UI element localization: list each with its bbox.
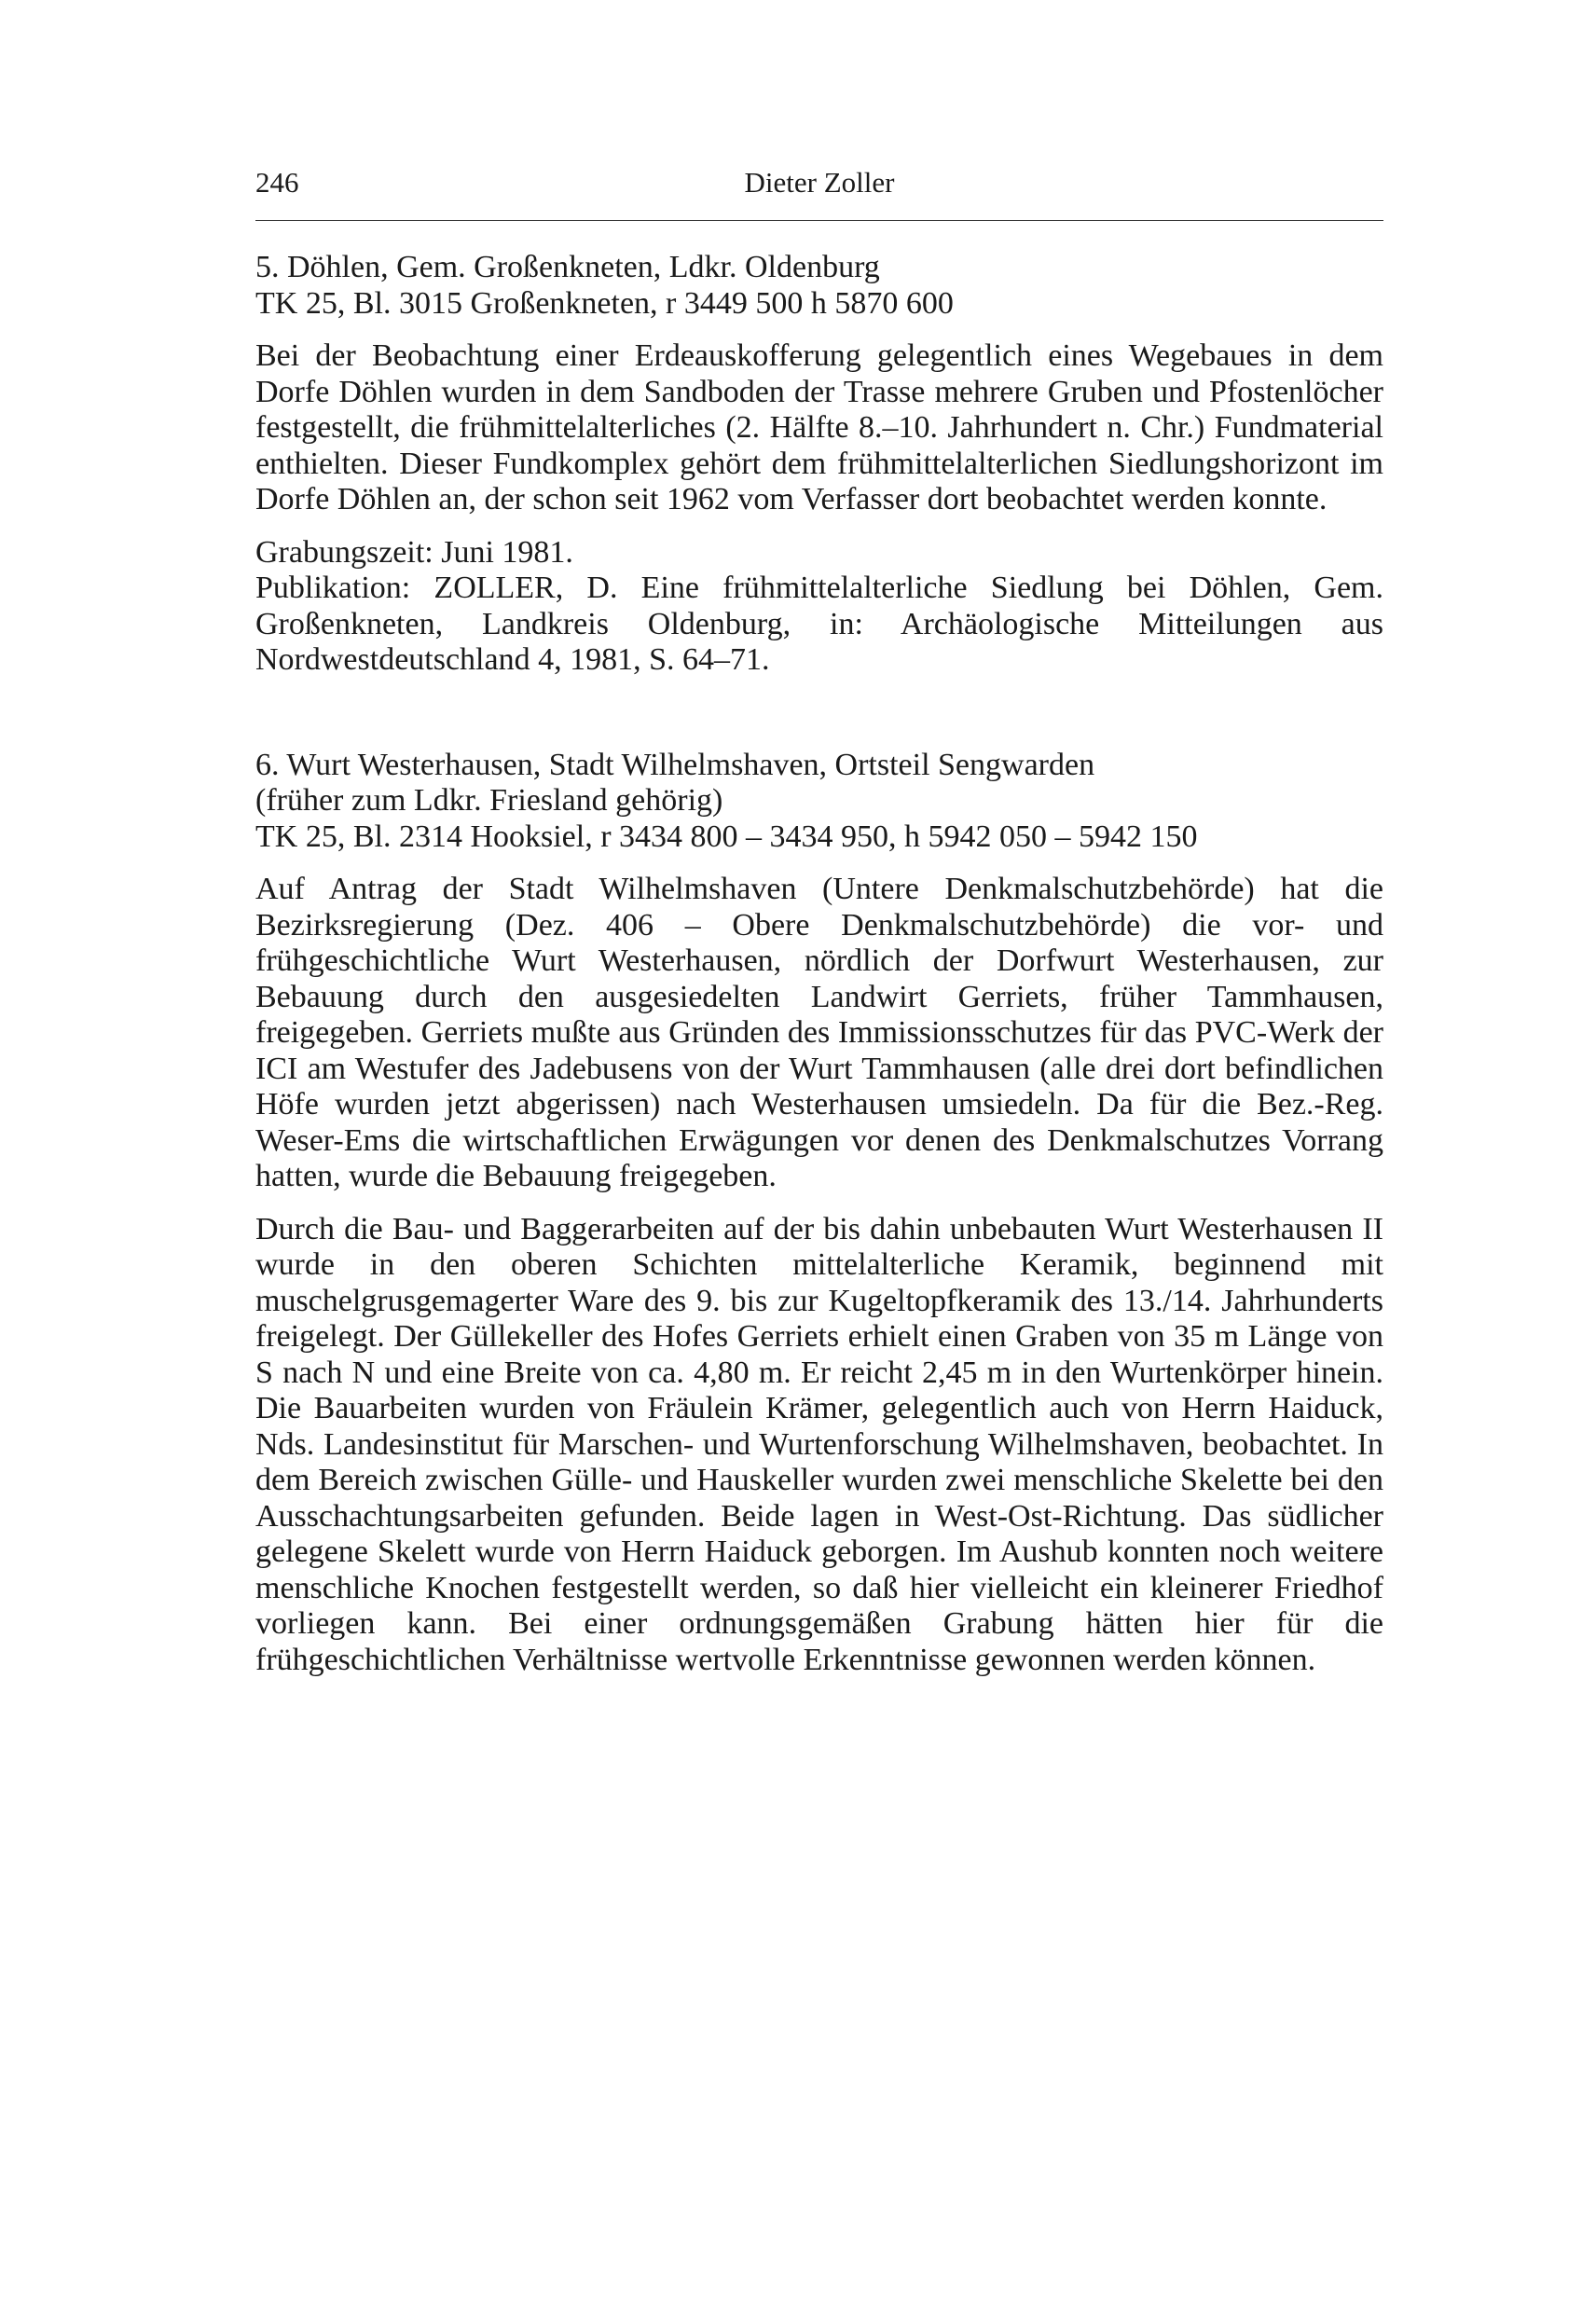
page-number: 246 xyxy=(255,166,299,199)
entry-westerhausen xyxy=(255,748,1383,1679)
entry-heading xyxy=(255,250,1383,322)
entry-paragraph: Durch die Bau- und Baggerarbeiten auf der bis dahin unbebauten Wurt Westerhausen II wurde in den oberen Schichten mittelalterliche Keramik, beginnend mit muschelgrusgemagerter Ware des 9. bis zur Kugeltopfkeramik des 13./14. Jahrhunderts freigelegt. Der Güllekeller des Hofes Gerriets erhielt einen Graben von 35 m Länge von S nach N und eine Breite von ca. 4,80 m. Er reicht 2,45 m in den Wurtenkörper hinein. Die Bauarbeiten wurden von Fräulein Krämer, gelegentlich auch von Herrn Haiduck, Nds. Landesinstitut für Marschen- und Wurtenforschung Wilhelmshaven, beobachtet. In dem Bereich zwischen Gülle- und Hauskeller wurden zwei menschliche Skelette bei den Ausschachtungsarbeiten gefunden. Beide lagen in West-Ost-Richtung. Das südlicher gelegene Skelett wurde von Herrn Haiduck geborgen. Im Aushub konnten noch weitere menschliche Knochen festgestellt werden, so daß hier vielleicht ein kleinerer Friedhof vorliegen kann. Bei einer ordnungsgemäßen Grabung hätten hier für die frühgeschichtlichen Verhältnisse wertvolle Erkenntnisse gewonnen werden können. xyxy=(255,1211,1383,1677)
entry-map-reference: TK 25, Bl. 2314 Hooksiel, r 3434 800 – 3434 950, h 5942 050 – 5942 150 xyxy=(255,819,1198,854)
running-head xyxy=(255,166,1383,213)
entry-paragraph: Auf Antrag der Stadt Wilhelmshaven (Untere Denkmalschutzbehörde) hat die Bezirksregierung (Dez. 406 – Obere Denkmalschutzbehörde) die vor- und frühgeschichtliche Wurt Westerhausen, nördlich der Dorfwurt Westerhausen, zur Bebauung durch den ausgesiedelten Landwirt Gerriets, früher Tammhausen, freigegeben. Gerriets mußte aus Gründen des Immissionsschutzes für das PVC-Werk der ICI am Westufer des Jadebusens von der Wurt Tammhausen (alle drei dort befindlichen Höfe wurden jetzt abgerissen) nach Westerhausen umsiedeln. Da für die Bez.-Reg. Weser-Ems die wirtschaftlichen Erwägungen vor denen des Denkmalschutzes Vorrang hatten, wurde die Bebauung freigegeben. xyxy=(255,872,1383,1193)
entry-subtitle-line: (früher zum Ldkr. Friesland gehörig) xyxy=(255,783,723,818)
entry-title-line: 6. Wurt Westerhausen, Stadt Wilhelmshaven, Ortsteil Sengwarden xyxy=(255,747,1095,782)
publication-reference: Publikation: ZOLLER, D. Eine frühmittelalterliche Siedlung bei Döhlen, Gem. Großenkneten, Landkreis Oldenburg, in: Archäologische Mitteilungen aus Nordwestdeutschland 4, 1981, S. 64–71. xyxy=(255,571,1383,677)
entry-paragraph: Bei der Beobachtung einer Erdeauskofferung gelegentlich eines Wegebaues in dem Dorfe Döhlen wurden in dem Sandboden der Trasse mehrere Gruben und Pfostenlöcher festgestellt, die frühmittelalterliches (2. Hälfte 8.–10. Jahrhundert n. Chr.) Fundmaterial enthielten. Dieser Fundkomplex gehört dem frühmittelalterlichen Siedlungshorizont im Dorfe Döhlen an, der schon seit 1962 vom Verfasser dort beobachtet werden konnte. xyxy=(255,338,1383,516)
entry-map-reference: TK 25, Bl. 3015 Großenkneten, r 3449 500 h 5870 600 xyxy=(255,285,954,321)
entry-title-line: 5. Döhlen, Gem. Großenkneten, Ldkr. Oldenburg xyxy=(255,250,880,284)
running-title: Dieter Zoller xyxy=(744,166,895,199)
page-body xyxy=(255,250,1383,1678)
entry-heading xyxy=(255,748,1383,856)
entry-doehlen xyxy=(255,250,1383,679)
excavation-date: Grabungszeit: Juni 1981. xyxy=(255,534,573,570)
header-rule xyxy=(255,220,1383,221)
